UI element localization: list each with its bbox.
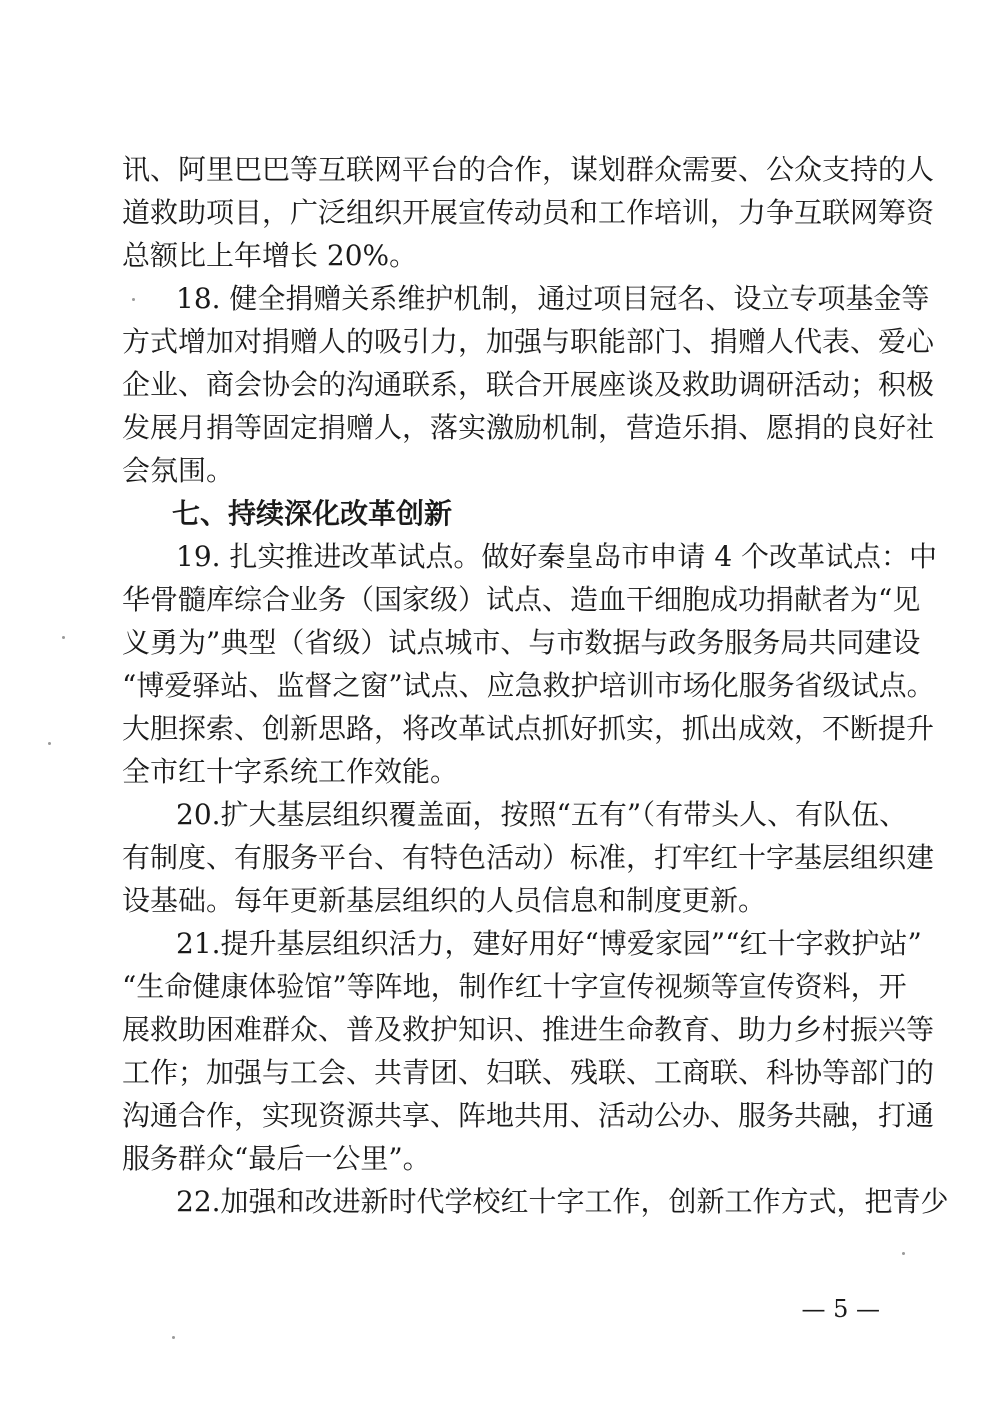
text-line: 沟通合作，实现资源共享、阵地共用、活动公办、服务共融，打通 bbox=[122, 1099, 935, 1132]
page-number: — 5 — bbox=[801, 1295, 880, 1323]
text-line: “生命健康体验馆”等阵地，制作红十字宣传视频等宣传资料，开 bbox=[122, 970, 907, 1003]
scan-speck bbox=[902, 1252, 905, 1255]
text-line: 全市红十字系统工作效能。 bbox=[122, 755, 459, 788]
text-line: 道救助项目，广泛组织开展宣传动员和工作培训，力争互联网筹资 bbox=[122, 196, 935, 229]
text-line: 服务群众“最后一公里”。 bbox=[122, 1142, 431, 1175]
scan-speck bbox=[48, 742, 51, 745]
text-line: 设基础。每年更新基层组织的人员信息和制度更新。 bbox=[122, 884, 767, 917]
text-line: 20.扩大基层组织覆盖面，按照“五有”（有带头人、有队伍、 bbox=[176, 798, 908, 831]
scan-speck bbox=[132, 298, 135, 301]
text-line: 总额比上年增长 20%。 bbox=[122, 239, 418, 272]
scan-speck bbox=[62, 636, 65, 639]
text-line: 方式增加对捐赠人的吸引力，加强与职能部门、捐赠人代表、爱心 bbox=[122, 325, 935, 358]
text-line: 19. 扎实推进改革试点。做好秦皇岛市申请 4 个改革试点：中 bbox=[176, 540, 938, 573]
text-line: “博爱驿站、监督之窗”试点、应急救护培训市场化服务省级试点。 bbox=[122, 669, 935, 702]
text-line: 工作；加强与工会、共青团、妇联、残联、工商联、科协等部门的 bbox=[122, 1056, 935, 1089]
text-line: 发展月捐等固定捐赠人，落实激励机制，营造乐捐、愿捐的良好社 bbox=[122, 411, 935, 444]
text-line: 会氛围。 bbox=[122, 454, 235, 487]
text-line: 有制度、有服务平台、有特色活动）标准，打牢红十字基层组织建 bbox=[122, 841, 935, 874]
section-heading: 七、持续深化改革创新 bbox=[172, 497, 453, 530]
text-line: 企业、商会协会的沟通联系，联合开展座谈及救助调研活动；积极 bbox=[122, 368, 935, 401]
text-line: 义勇为”典型（省级）试点城市、与市数据与政务服务局共同建设 bbox=[122, 626, 921, 659]
text-line: 22.加强和改进新时代学校红十字工作，创新工作方式，把青少 bbox=[176, 1185, 949, 1218]
text-line: 展救助困难群众、普及救护知识、推进生命教育、助力乡村振兴等 bbox=[122, 1013, 935, 1046]
text-line: 华骨髓库综合业务（国家级）试点、造血干细胞成功捐献者为“见 bbox=[122, 583, 921, 616]
text-line: 讯、阿里巴巴等互联网平台的合作，谋划群众需要、公众支持的人 bbox=[122, 153, 935, 186]
text-line: 大胆探索、创新思路，将改革试点抓好抓实，抓出成效，不断提升 bbox=[122, 712, 935, 745]
text-line: 18. 健全捐赠关系维护机制，通过项目冠名、设立专项基金等 bbox=[176, 282, 930, 315]
text-line: 21.提升基层组织活力，建好用好“博爱家园”“红十字救护站” bbox=[176, 927, 922, 960]
scan-speck bbox=[172, 1336, 175, 1339]
